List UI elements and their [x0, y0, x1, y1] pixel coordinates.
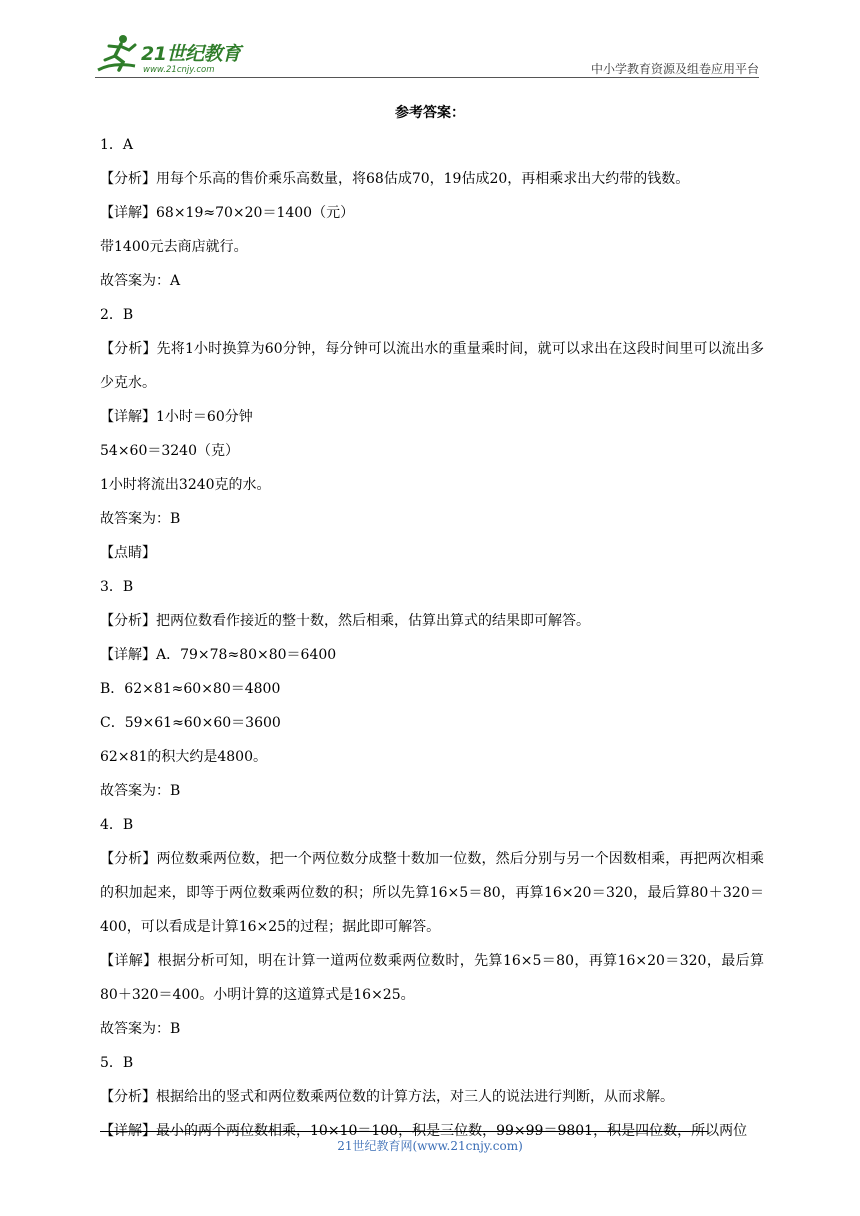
text-paragraph: 【分析】先将1小时换算为60分钟，每分钟可以流出水的重量乘时间，就可以求出在这段时间里可以流出多少克水。 — [100, 341, 764, 391]
text-paragraph: 【详解】根据分析可知，明在计算一道两位数乘两位数时，先算16×5＝80，再算16×20＝320，最后算80＋320＝400。小明计算的这道算式是16×25。 — [100, 953, 764, 1003]
text-paragraph: 【分析】两位数乘两位数，把一个两位数分成整十数加一位数，然后分别与另一个因数相乘，再把两次相乘的积加起来，即等于两位数乘两位数的积；所以先算16×5＝80，再算16×20＝320，最后算80＋320＝400，可以看成是计算16×25的过程；据此即可解答。 — [100, 851, 764, 935]
text-line: 54×60＝3240（克） — [100, 443, 239, 459]
text-line: 带1400元去商店就行。 — [100, 239, 248, 255]
text-line: B．62×81≈60×80＝4800 — [100, 681, 281, 697]
text-line: C．59×61≈60×60＝3600 — [100, 715, 281, 731]
text-line: 【分析】用每个乐高的售价乘乐高数量，将68估成70，19估成20，再相乘求出大约带的钱数。 — [100, 171, 690, 187]
logo — [95, 30, 265, 78]
logo-brand-text: 21世纪教育 — [141, 43, 241, 65]
text-line: 【分析】根据给出的竖式和两位数乘两位数的计算方法，对三人的说法进行判断，从而求解。 — [100, 1089, 674, 1105]
text-line: 【详解】A．79×78≈80×80＝6400 — [100, 647, 337, 663]
text-line: 【点睛】 — [100, 545, 156, 561]
text-line: 5．B — [100, 1055, 134, 1071]
text-line: 1．A — [100, 137, 134, 153]
page-footer: 21世纪教育网(www.21cnjy.com) — [337, 1139, 523, 1153]
text-line: 1小时将流出3240克的水。 — [100, 477, 271, 493]
text-line: 故答案为：A — [100, 273, 181, 289]
page-title: 参考答案： — [395, 105, 465, 121]
text-line: 【详解】1小时＝60分钟 — [100, 409, 253, 425]
page-header — [95, 30, 759, 78]
text-line: 4．B — [100, 817, 134, 833]
text-line: 3．B — [100, 579, 134, 595]
text-line: 故答案为：B — [100, 783, 181, 799]
text-line: 62×81的积大约是4800。 — [100, 749, 267, 765]
platform-text: 中小学教育资源及组卷应用平台 — [590, 62, 759, 76]
text-line: 2．B — [100, 307, 134, 323]
footer-divider — [100, 1131, 708, 1132]
runner-logo-icon — [95, 32, 141, 76]
text-line: 故答案为：B — [100, 511, 181, 527]
text-line: 【详解】最小的两个两位数相乘，10×10＝100，积是三位数，99×99＝9801，积是四位数，所以两位 — [100, 1123, 748, 1139]
text-line: 【详解】68×19≈70×20＝1400（元） — [100, 205, 355, 221]
answer-content — [100, 128, 764, 1148]
header-divider — [95, 77, 759, 78]
logo-url-text: www.21cnjy.com — [143, 65, 215, 75]
text-line: 【分析】把两位数看作接近的整十数，然后相乘，估算出算式的结果即可解答。 — [100, 613, 590, 629]
text-line: 故答案为：B — [100, 1021, 181, 1037]
